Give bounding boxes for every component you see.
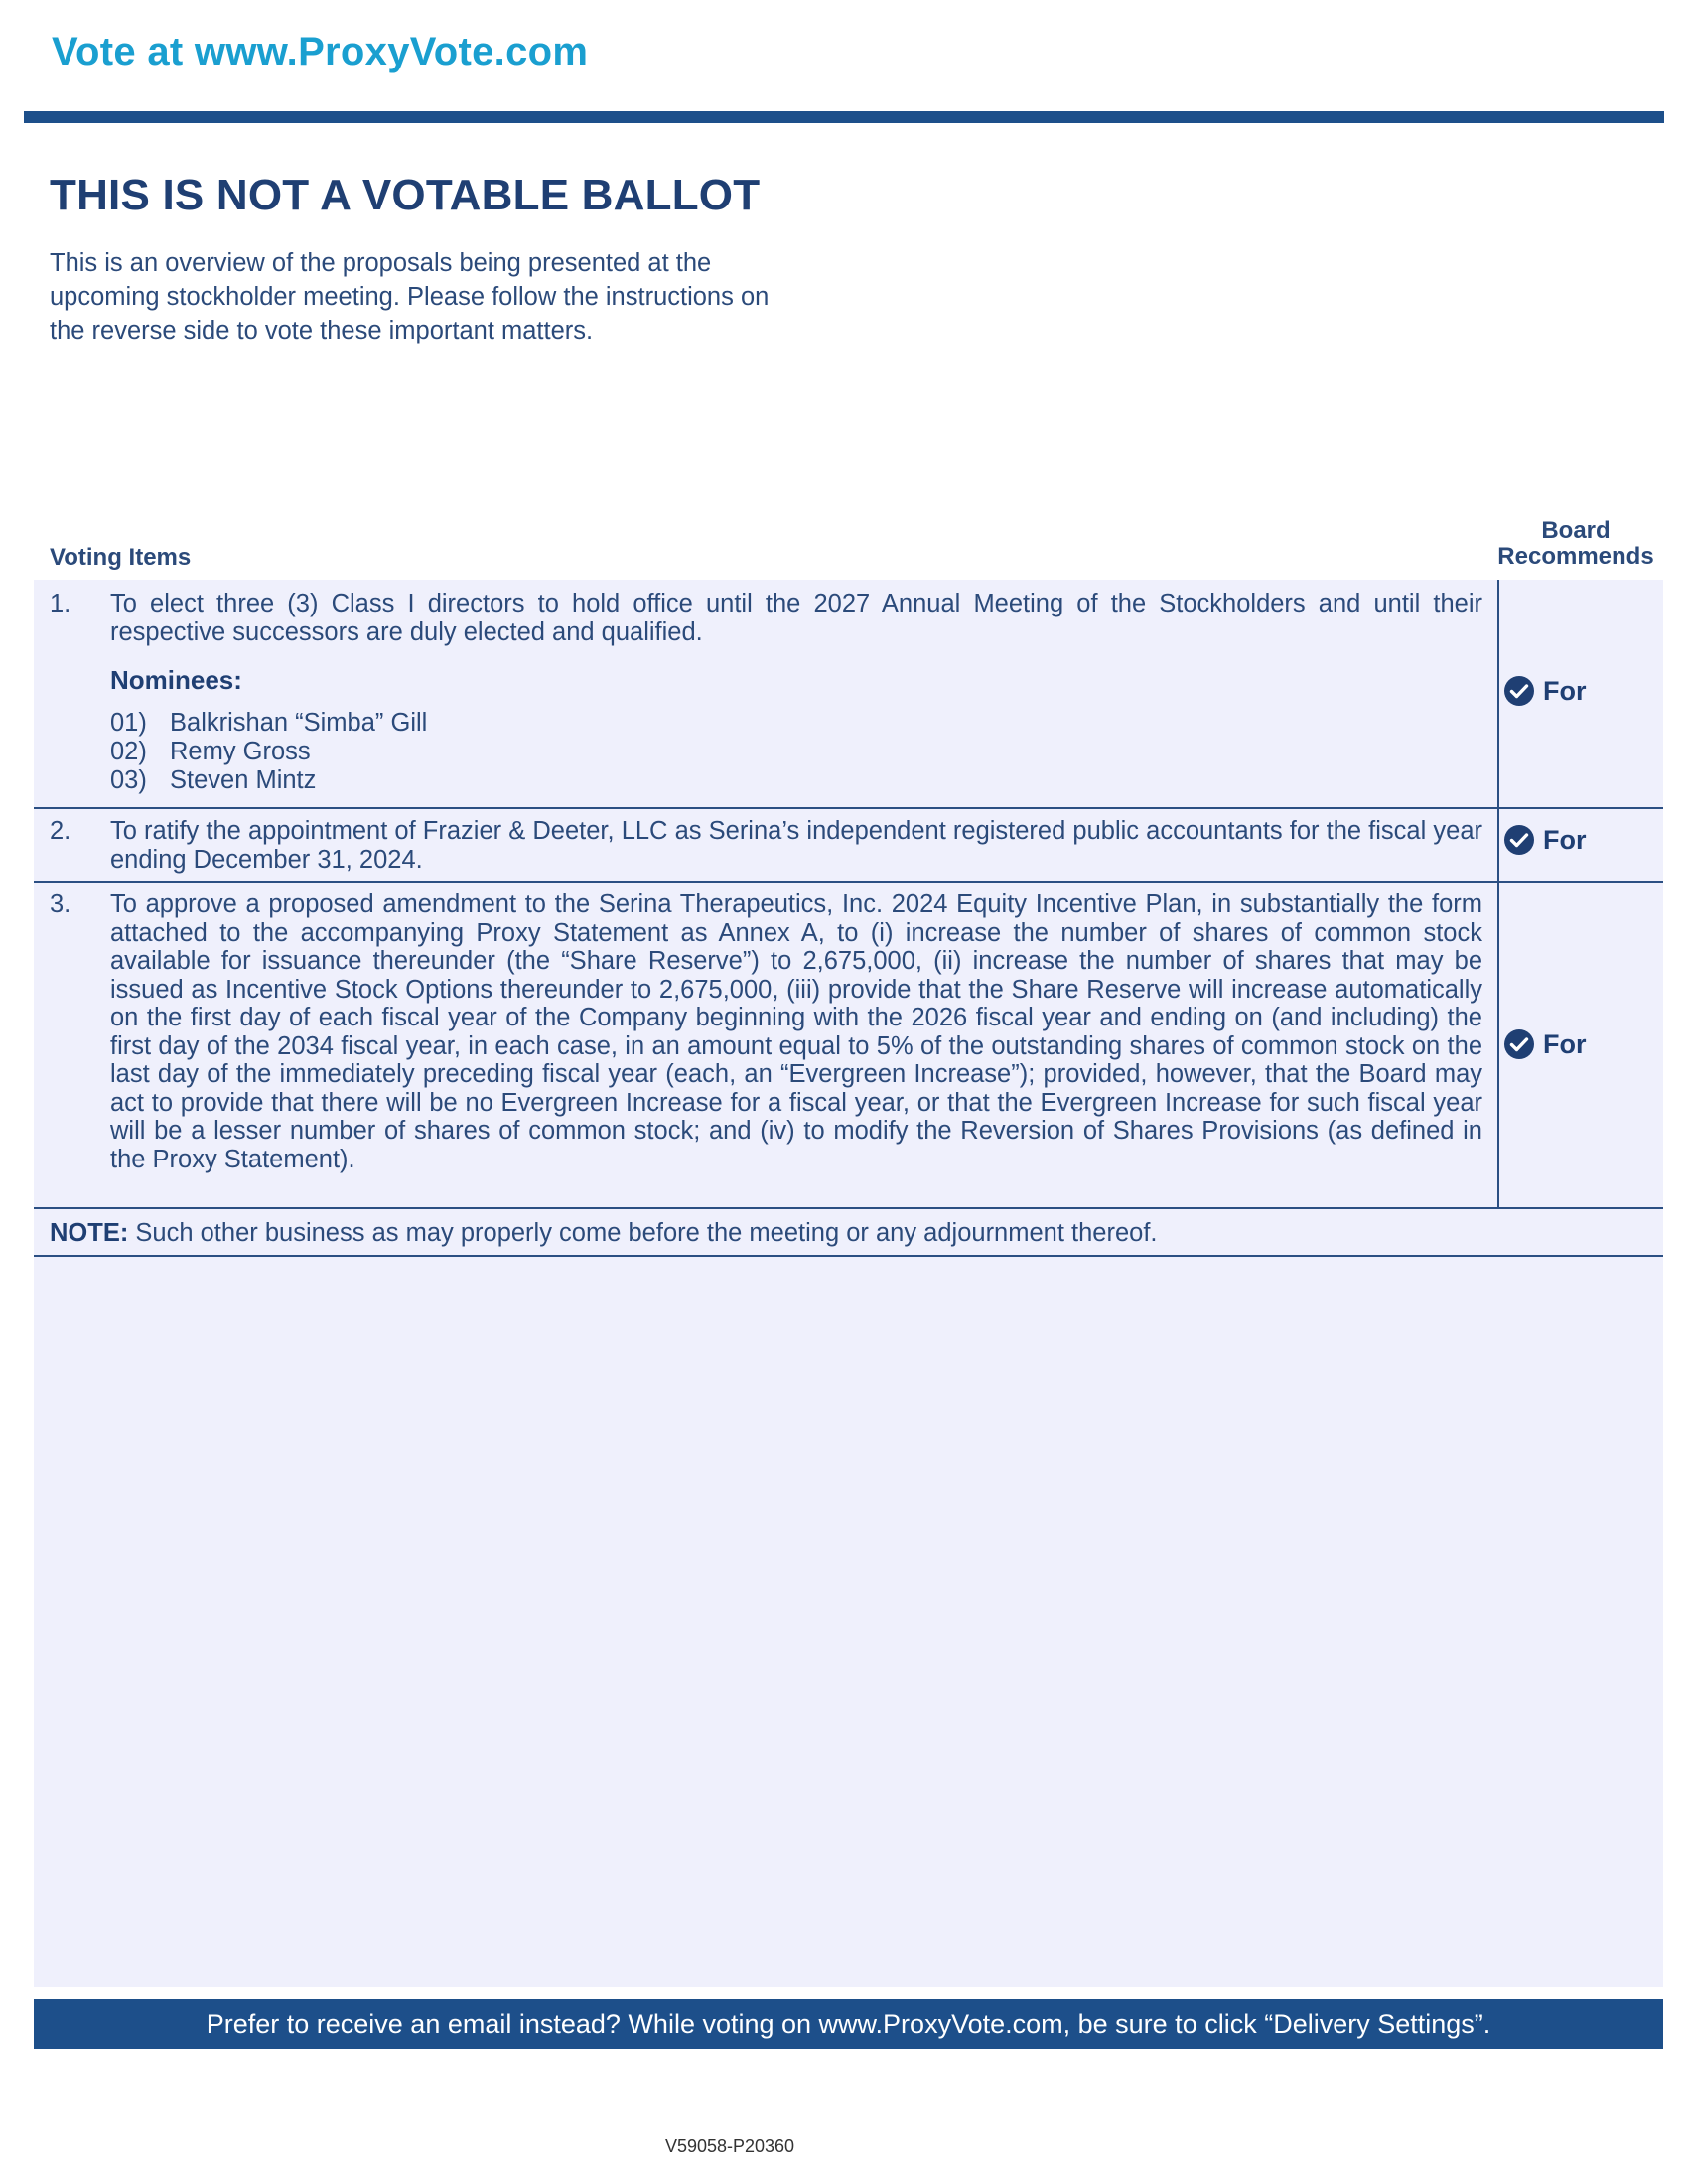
nominee-name: Steven Mintz bbox=[170, 766, 317, 794]
recommendation-label: For bbox=[1543, 675, 1587, 706]
note-label: NOTE: bbox=[50, 1219, 129, 1247]
item-number: 1. bbox=[50, 590, 71, 617]
item-number: 2. bbox=[50, 817, 71, 845]
item-text: To approve a proposed amendment to the Serina Therapeutics, Inc. 2024 Equity Incentive Plan, in substantially the form attached to the accompanying Proxy Statement as Annex A, to (i) increase the number of shares of common stock available for issuance thereunder (the “Share Reserve”) to 2,675,000, (ii) increase the number of shares that may be issued as Incentive Stock Options thereunder to 2,675,000, (iii) provide that the Share Reserve will increase automatically on the first day of each fiscal year of the Company beginning with the 2026 fiscal year and ending on (and including) the first day of the 2034 fiscal year, in each case, in an amount equal to 5% of the outstanding shares of common stock on the last day of the immediately preceding fiscal year (each, an “Evergreen Increase”); provided, however, that the Board may act to provide that there will be no Evergreen Increase for a fiscal year, or that the Evergreen Increase for such fiscal year will be a lesser number of shares of common stock; and (iv) to modify the Reversion of Shares Provisions (as defined in the Proxy Statement). bbox=[110, 890, 1482, 1173]
note bbox=[50, 1219, 1158, 1248]
nominee-name: Balkrishan “Simba” Gill bbox=[170, 709, 428, 737]
intro-line: the reverse side to vote these important matters. bbox=[50, 317, 594, 344]
footer-banner bbox=[34, 1999, 1663, 2049]
intro-text bbox=[50, 246, 864, 347]
recommendation bbox=[1503, 1028, 1587, 1060]
check-circle-icon bbox=[1503, 675, 1535, 707]
nominee-number: 02) bbox=[110, 738, 147, 765]
item-text: To ratify the appointment of Frazier & Deeter, LLC as Serina’s independent registered public accountants for the fiscal year ending December 31, 2024. bbox=[110, 817, 1482, 874]
board-recommends-heading bbox=[1487, 518, 1664, 570]
intro-line: upcoming stockholder meeting. Please follow the instructions on bbox=[50, 283, 770, 311]
recommendation bbox=[1503, 675, 1587, 707]
recommendation-label: For bbox=[1543, 1028, 1587, 1059]
nominee bbox=[110, 738, 311, 766]
board-heading-line: Recommends bbox=[1497, 543, 1654, 570]
nominees-label: Nominees: bbox=[110, 665, 242, 695]
note-text: Such other business as may properly come before the meeting or any adjournment thereof. bbox=[135, 1219, 1158, 1247]
item-number: 3. bbox=[50, 890, 71, 918]
intro-line: This is an overview of the proposals being presented at the bbox=[50, 249, 712, 277]
check-circle-icon bbox=[1503, 1028, 1535, 1060]
nominee bbox=[110, 766, 316, 795]
row-divider bbox=[34, 807, 1663, 809]
board-heading-line: Board bbox=[1541, 517, 1611, 544]
row-divider bbox=[34, 881, 1663, 883]
page-title: THIS IS NOT A VOTABLE BALLOT bbox=[50, 171, 761, 219]
document-code: V59058-P20360 bbox=[664, 2136, 795, 2156]
nominee bbox=[110, 709, 427, 738]
header-rule bbox=[24, 111, 1664, 123]
row-divider bbox=[34, 1207, 1663, 1209]
recommendation bbox=[1503, 824, 1587, 856]
nominee-number: 01) bbox=[110, 709, 147, 737]
row-divider bbox=[34, 1255, 1663, 1257]
column-divider bbox=[1497, 580, 1499, 1207]
footer-text: Prefer to receive an email instead? While voting on www.ProxyVote.com, be sure to click “Delivery Settings”. bbox=[206, 2008, 1491, 2039]
voting-items-heading: Voting Items bbox=[50, 544, 192, 571]
item-text: To elect three (3) Class I directors to hold office until the 2027 Annual Meeting of the Stockholders and until their respective successors are duly elected and qualified. bbox=[110, 590, 1482, 646]
recommendation-label: For bbox=[1543, 824, 1587, 855]
check-circle-icon bbox=[1503, 824, 1535, 856]
nominee-name: Remy Gross bbox=[170, 738, 311, 765]
header-url[interactable]: Vote at www.ProxyVote.com bbox=[52, 30, 589, 73]
nominee-number: 03) bbox=[110, 766, 147, 794]
